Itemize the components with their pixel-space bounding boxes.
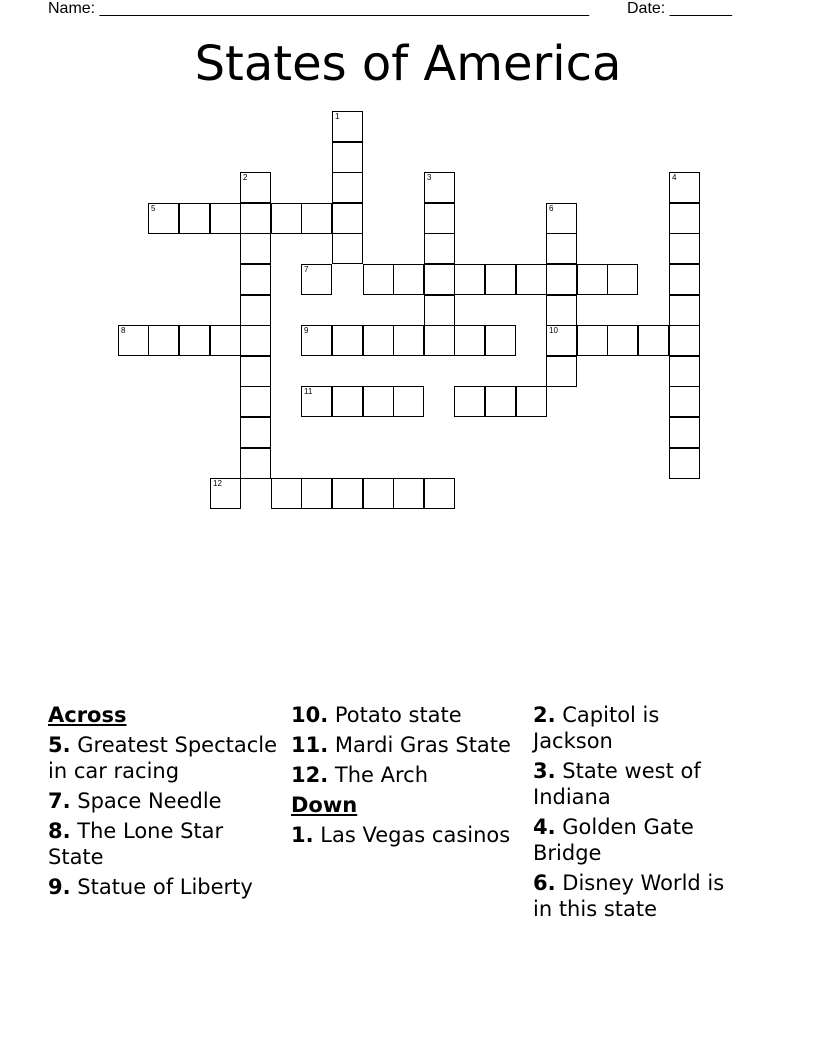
crossword-cell[interactable] — [516, 386, 547, 417]
crossword-cell[interactable] — [393, 386, 424, 417]
clue-item — [533, 814, 743, 866]
clue-number-label: 9. — [48, 875, 71, 899]
page-title: States of America — [194, 36, 622, 92]
crossword-cell[interactable] — [485, 264, 516, 295]
clue-item — [533, 870, 743, 922]
crossword-cell[interactable] — [363, 264, 394, 295]
crossword-cell[interactable] — [424, 325, 455, 356]
clue-item — [48, 818, 278, 870]
clue-number: 6 — [549, 204, 554, 213]
crossword-cell[interactable] — [363, 325, 394, 356]
clue-number: 11 — [304, 387, 313, 396]
clue-number: 4 — [672, 173, 677, 182]
clue-item — [291, 762, 511, 788]
crossword-cell[interactable] — [577, 264, 608, 295]
crossword-cell[interactable] — [393, 325, 424, 356]
clue-item — [291, 702, 511, 728]
crossword-cell[interactable] — [301, 264, 332, 295]
crossword-cell[interactable] — [332, 478, 363, 509]
crossword-cell[interactable] — [210, 203, 241, 234]
crossword-cell[interactable] — [669, 325, 700, 356]
crossword-cell[interactable] — [210, 325, 241, 356]
crossword-cell[interactable] — [301, 325, 332, 356]
crossword-cell[interactable] — [454, 264, 485, 295]
crossword-cell[interactable] — [240, 264, 271, 295]
crossword-cell[interactable] — [332, 111, 363, 142]
crossword-cell[interactable] — [424, 233, 455, 264]
clue-number-label: 11. — [291, 733, 329, 757]
crossword-cell[interactable] — [516, 264, 547, 295]
clue-text: State west of Indiana — [533, 759, 701, 809]
crossword-cell[interactable] — [485, 325, 516, 356]
crossword-cell[interactable] — [424, 203, 455, 234]
crossword-cell[interactable] — [424, 478, 455, 509]
clue-number: 7 — [304, 265, 309, 274]
clue-item — [48, 788, 278, 814]
crossword-cell[interactable] — [271, 203, 302, 234]
clue-number-label: 3. — [533, 759, 556, 783]
crossword-cell[interactable] — [332, 203, 363, 234]
crossword-cell[interactable] — [148, 325, 179, 356]
crossword-cell[interactable] — [210, 478, 241, 509]
clue-number: 1 — [335, 112, 340, 121]
crossword-cell[interactable] — [240, 386, 271, 417]
clue-number-label: 8. — [48, 819, 71, 843]
crossword-cell[interactable] — [148, 203, 179, 234]
crossword-cell[interactable] — [332, 386, 363, 417]
clue-text: The Lone Star State — [48, 819, 224, 869]
crossword-cell[interactable] — [332, 172, 363, 203]
crossword-cell[interactable] — [669, 203, 700, 234]
crossword-cell[interactable] — [240, 325, 271, 356]
clue-text: Mardi Gras State — [328, 733, 511, 757]
crossword-cell[interactable] — [454, 325, 485, 356]
crossword-cell[interactable] — [669, 233, 700, 264]
clue-number-label: 5. — [48, 733, 71, 757]
clue-number-label: 1. — [291, 823, 314, 847]
clue-item — [48, 874, 278, 900]
crossword-cell[interactable] — [546, 356, 577, 387]
clue-text: Greatest Spectacle in car racing — [48, 733, 278, 783]
crossword-cell[interactable] — [118, 325, 149, 356]
crossword-cell[interactable] — [424, 172, 455, 203]
crossword-cell[interactable] — [393, 478, 424, 509]
crossword-cell[interactable] — [546, 203, 577, 234]
crossword-cell[interactable] — [240, 417, 271, 448]
crossword-cell[interactable] — [546, 325, 577, 356]
clue-item — [533, 702, 743, 754]
clue-number-label: 12. — [291, 763, 329, 787]
clues-column-1 — [48, 702, 278, 904]
crossword-cell[interactable] — [669, 264, 700, 295]
crossword-cell[interactable] — [301, 203, 332, 234]
crossword-cell[interactable] — [485, 386, 516, 417]
crossword-cell[interactable] — [240, 233, 271, 264]
clue-text: Statue of Liberty — [70, 875, 253, 899]
crossword-cell[interactable] — [240, 172, 271, 203]
clues-column-3 — [533, 702, 743, 926]
crossword-cell[interactable] — [393, 264, 424, 295]
clue-text: Capitol is Jackson — [533, 703, 660, 753]
clue-number: 3 — [427, 173, 432, 182]
crossword-cell[interactable] — [332, 233, 363, 264]
crossword-cell[interactable] — [363, 478, 394, 509]
crossword-cell[interactable] — [301, 478, 332, 509]
crossword-cell[interactable] — [240, 448, 271, 479]
name-field-label[interactable]: Name: _______________________________________________________ — [48, 0, 589, 17]
crossword-cell[interactable] — [638, 325, 669, 356]
crossword-cell[interactable] — [669, 172, 700, 203]
crossword-cell[interactable] — [363, 386, 394, 417]
clue-number-label: 10. — [291, 703, 329, 727]
clue-text: Potato state — [328, 703, 462, 727]
clue-number-label: 6. — [533, 871, 556, 895]
clue-number: 12 — [213, 479, 222, 488]
crossword-cell[interactable] — [607, 325, 638, 356]
clue-text: Las Vegas casinos — [313, 823, 511, 847]
crossword-cell[interactable] — [179, 325, 210, 356]
crossword-cell[interactable] — [454, 386, 485, 417]
crossword-cell[interactable] — [546, 264, 577, 295]
across-heading: Across — [48, 703, 127, 727]
clue-number: 2 — [243, 173, 248, 182]
crossword-cell[interactable] — [669, 386, 700, 417]
crossword-cell[interactable] — [240, 203, 271, 234]
clue-item — [291, 732, 511, 758]
clue-number-label: 2. — [533, 703, 556, 727]
clue-text: Space Needle — [70, 789, 222, 813]
crossword-cell[interactable] — [332, 142, 363, 173]
crossword-cell[interactable] — [607, 264, 638, 295]
clue-item — [48, 732, 278, 784]
crossword-cell[interactable] — [424, 264, 455, 295]
crossword-cell[interactable] — [669, 356, 700, 387]
clue-number: 9 — [304, 326, 309, 335]
crossword-cell[interactable] — [669, 448, 700, 479]
crossword-cell[interactable] — [546, 233, 577, 264]
clue-number: 8 — [121, 326, 126, 335]
date-field-label[interactable]: Date: _______ — [627, 0, 732, 17]
crossword-cell[interactable] — [179, 203, 210, 234]
crossword-cell[interactable] — [240, 295, 271, 326]
crossword-cell[interactable] — [271, 478, 302, 509]
clue-number: 5 — [151, 204, 156, 213]
clue-item — [291, 822, 511, 848]
crossword-cell[interactable] — [669, 295, 700, 326]
crossword-cell[interactable] — [301, 386, 332, 417]
clue-number-label: 4. — [533, 815, 556, 839]
clue-item — [533, 758, 743, 810]
down-heading: Down — [291, 793, 358, 817]
clue-text: Disney World is in this state — [533, 871, 725, 921]
clues-column-2 — [291, 702, 511, 852]
crossword-cell[interactable] — [669, 417, 700, 448]
clue-text: The Arch — [328, 763, 429, 787]
crossword-cell[interactable] — [332, 325, 363, 356]
clue-number-label: 7. — [48, 789, 71, 813]
crossword-cell[interactable] — [546, 295, 577, 326]
clue-text: Golden Gate Bridge — [533, 815, 694, 865]
clue-number: 10 — [549, 326, 558, 335]
crossword-cell[interactable] — [424, 295, 455, 326]
crossword-cell[interactable] — [577, 325, 608, 356]
crossword-cell[interactable] — [240, 356, 271, 387]
